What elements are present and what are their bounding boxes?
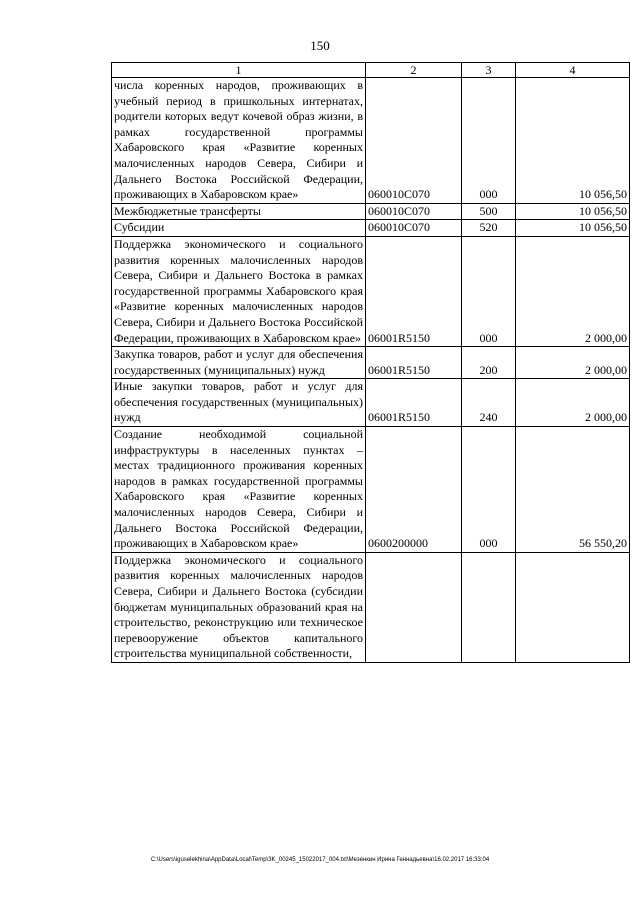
row-code: 060010С070 bbox=[366, 78, 462, 204]
row-sum: 10 056,50 bbox=[516, 78, 630, 204]
row-sum: 2 000,00 bbox=[516, 236, 630, 346]
row-code: 06001R5150 bbox=[366, 347, 462, 379]
row-sum: 10 056,50 bbox=[516, 203, 630, 220]
row-vr: 200 bbox=[462, 347, 516, 379]
row-code: 06001R5150 bbox=[366, 379, 462, 427]
row-name: Субсидии bbox=[112, 220, 366, 237]
row-code: 0600200000 bbox=[366, 427, 462, 553]
row-name: Закупка товаров, работ и услуг для обеспечения государственных (муниципальных) нужд bbox=[112, 347, 366, 379]
table-row bbox=[112, 379, 630, 427]
table-row bbox=[112, 552, 630, 662]
row-sum: 2 000,00 bbox=[516, 347, 630, 379]
header-col-4: 4 bbox=[516, 63, 630, 78]
table-row bbox=[112, 347, 630, 379]
row-name: Межбюджетные трансферты bbox=[112, 203, 366, 220]
row-vr: 240 bbox=[462, 379, 516, 427]
row-vr: 000 bbox=[462, 236, 516, 346]
row-name: Создание необходимой социальной инфраструктуры в населенных пунктах – местах традиционного проживания коренных народов в рамках государственной программы Хабаровского края «Развитие коренных малочисленных народов Севера, Сибири и Дальнего Востока Российской Федерации, проживающих в Хабаровском крае» bbox=[112, 427, 366, 553]
document-footer-path: C:\Users\iguselekhina\AppData\Local\Temp\3K_00245_15022017_004.txt\Мезенкин Ирина Геннадьевна\16.02.2017 16:33:04 bbox=[150, 857, 490, 863]
row-sum bbox=[516, 552, 630, 662]
table-row bbox=[112, 427, 630, 553]
row-sum: 56 550,20 bbox=[516, 427, 630, 553]
row-name: Иные закупки товаров, работ и услуг для обеспечения государственных (муниципальных) нужд bbox=[112, 379, 366, 427]
table-row bbox=[112, 236, 630, 346]
page-number: 150 bbox=[310, 38, 330, 53]
row-code: 060010С070 bbox=[366, 203, 462, 220]
row-name: Поддержка экономического и социального развития коренных малочисленных народов Севера, Сибири и Дальнего Востока (субсидии бюджетам муниципальных образований края на строительство, реконструкцию или техническое перевооружение объектов капитального строительства муниципальной собственности, bbox=[112, 552, 366, 662]
header-col-1: 1 bbox=[112, 63, 366, 78]
row-code: 060010С070 bbox=[366, 220, 462, 237]
row-vr: 000 bbox=[462, 427, 516, 553]
row-vr: 520 bbox=[462, 220, 516, 237]
row-sum: 2 000,00 bbox=[516, 379, 630, 427]
budget-table bbox=[111, 62, 630, 663]
table-row bbox=[112, 220, 630, 237]
row-name: числа коренных народов, проживающих в учебный период в пришкольных интернатах, родители которых ведут кочевой образ жизни, в рамках государственной программы Хабаровского края «Развитие коренных малочисленных народов Севера, Сибири и Дальнего Востока Российской Федерации, проживающих в Хабаровском крае» bbox=[112, 78, 366, 204]
row-vr: 500 bbox=[462, 203, 516, 220]
header-col-2: 2 bbox=[366, 63, 462, 78]
row-sum: 10 056,50 bbox=[516, 220, 630, 237]
header-col-3: 3 bbox=[462, 63, 516, 78]
table-row bbox=[112, 78, 630, 204]
row-vr bbox=[462, 552, 516, 662]
table-header-row bbox=[112, 63, 630, 78]
row-code bbox=[366, 552, 462, 662]
row-code: 06001R5150 bbox=[366, 236, 462, 346]
row-vr: 000 bbox=[462, 78, 516, 204]
row-name: Поддержка экономического и социального развития коренных малочисленных народов Севера, Сибири и Дальнего Востока в рамках государственной программы Хабаровского края «Развитие коренных малочисленных народов Севера, Сибири и Дальнего Востока Российской Федерации, проживающих в Хабаровском крае» bbox=[112, 236, 366, 346]
table-row bbox=[112, 203, 630, 220]
